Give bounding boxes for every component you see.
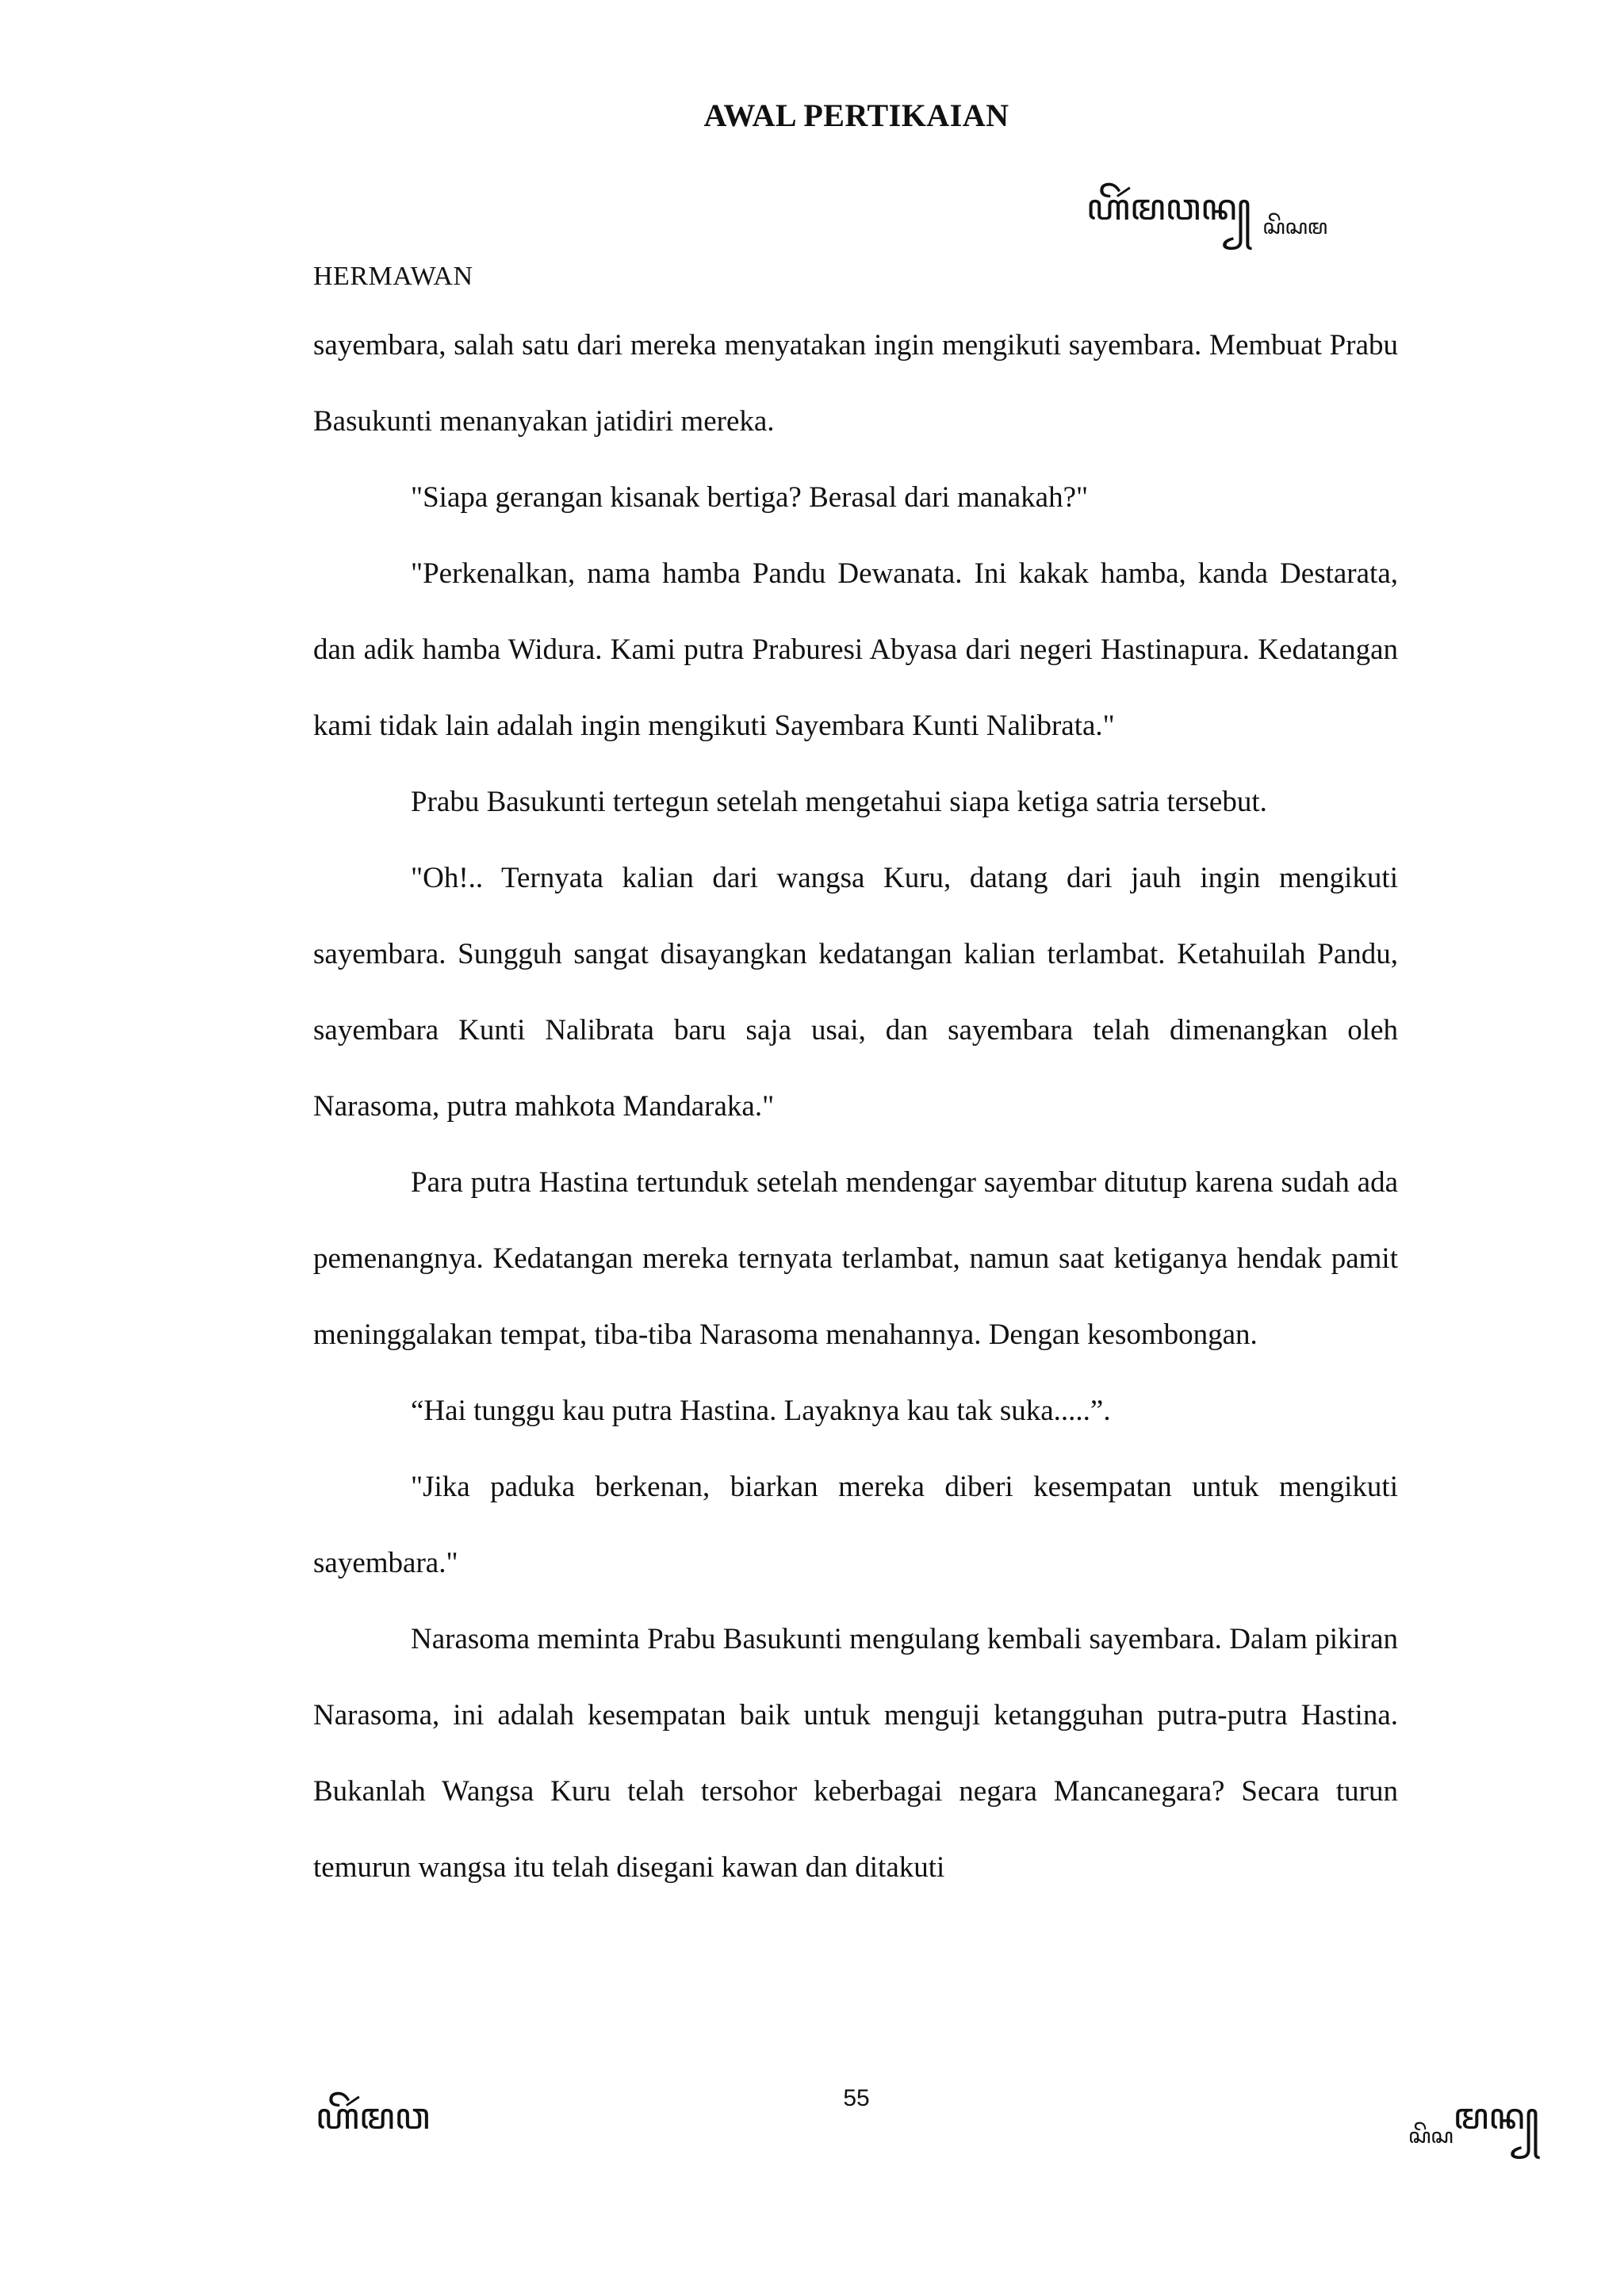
author-name: HERMAWAN — [313, 262, 473, 291]
paragraph: Narasoma meminta Prabu Basukunti mengulang kembali sayembara. Dalam pikiran Narasoma, ini adalah kesempatan baik untuk menguji ketangguhan putra-putra Hastina. Bukanlah Wangsa Kuru telah tersohor keberbagai negara Mancanegara? Secara turun temurun wangsa itu telah disegani kawan dan ditakuti — [313, 1623, 1398, 1884]
paragraph: "Jika paduka berkenan, biarkan mereka diberi kesempatan untuk mengikuti sayembara." — [313, 1471, 1398, 1579]
paragraph: Prabu Basukunti tertegun setelah mengetahui siapa ketiga satria tersebut. — [411, 786, 1267, 818]
paragraph: “Hai tunggu kau putra Hastina. Layaknya kau tak suka.....”. — [411, 1395, 1111, 1427]
body-text — [313, 308, 1398, 1906]
paragraph: sayembara, salah satu dari mereka menyatakan ingin mengikuti sayembara. Membuat Prabu Basukunti menanyakan jatidiri mereka. — [313, 329, 1398, 438]
page-title: AWAL PERTIKAIAN — [703, 98, 1009, 133]
paragraph: Para putra Hastina tertunduk setelah mendengar sayembar ditutup karena sudah ada pemenangnya. Kedatangan mereka ternyata terlambat, namun saat ketiganya hendak pamit meninggalakan tempat, tiba-tiba Narasoma menahannya. Dengan kesombongan. — [313, 1166, 1398, 1351]
javanese-script-footer-left-decoration: ꦲꦼꦂꦩꦮ — [316, 2095, 431, 2137]
javanese-script-header-decoration: ꦲꦼꦂꦩꦮꦤ꧀ $_{ꦱꦼꦱꦩ}$ — [1086, 186, 1327, 239]
paragraph: "Oh!.. Ternyata kalian dari wangsa Kuru, datang dari jauh ingin mengikuti sayembara. Sungguh sangat disayangkan kedatangan kalian terlambat. Ketahuilah Pandu, sayembara Kunti Nalibrata baru saja usai, dan sayembara telah dimenangkan oleh Narasoma, putra mahkota Mandaraka." — [313, 862, 1398, 1123]
paragraph: "Siapa gerangan kisanak bertiga? Berasal dari manakah?" — [411, 481, 1089, 514]
paragraph: "Perkenalkan, nama hamba Pandu Dewanata. Ini kakak hamba, kanda Destarata, dan adik hamba Widura. Kami putra Praburesi Abyasa dari negeri Hastinapura. Kedatangan kami tidak lain adalah ingin mengikuti Sayembara Kunti Nalibrata." — [313, 557, 1398, 742]
page-number: 55 — [843, 2085, 870, 2111]
javanese-script-footer-right-decoration: $_{ꦱꦼꦱ}$ꦩꦤ꧀ — [1408, 2095, 1539, 2149]
